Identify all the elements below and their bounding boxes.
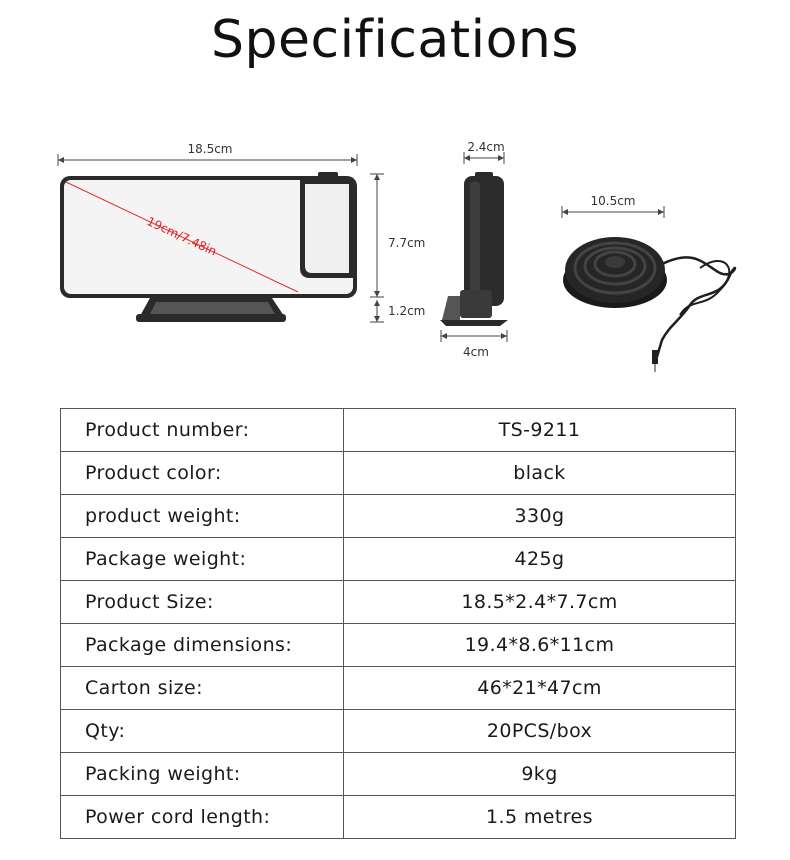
table-row [61, 581, 736, 624]
spec-value: 330g [344, 495, 736, 538]
table-row [61, 538, 736, 581]
spec-value: 20PCS/box [344, 710, 736, 753]
side-base-label: 4cm [463, 345, 489, 359]
spec-label: Product Size: [61, 581, 344, 624]
spec-label: Packing weight: [61, 753, 344, 796]
spec-label: Carton size: [61, 667, 344, 710]
table-row [61, 753, 736, 796]
spec-value: TS-9211 [344, 409, 736, 452]
side-top-label: 2.4cm [467, 140, 505, 154]
front-view [58, 142, 425, 322]
table-row [61, 452, 736, 495]
spec-label: Power cord length: [61, 796, 344, 839]
spec-label: Qty: [61, 710, 344, 753]
table-row [61, 495, 736, 538]
table-row [61, 409, 736, 452]
spec-label: product weight: [61, 495, 344, 538]
spec-label: Package dimensions: [61, 624, 344, 667]
spec-value: 425g [344, 538, 736, 581]
page-title: Specifications [211, 10, 579, 70]
table-row [61, 796, 736, 839]
spec-value: 46*21*47cm [344, 667, 736, 710]
spec-label: Product color: [61, 452, 344, 495]
spec-label: Product number: [61, 409, 344, 452]
spec-label: Package weight: [61, 538, 344, 581]
stand-height-label: 1.2cm [388, 304, 426, 318]
side-view [440, 140, 508, 359]
spec-value: black [344, 452, 736, 495]
spec-value: 1.5 metres [344, 796, 736, 839]
front-width-label: 18.5cm [187, 142, 233, 156]
product-dimension-illustration [0, 120, 790, 390]
table-row [61, 710, 736, 753]
button-width-label: 10.5cm [590, 194, 636, 208]
spec-value: 9kg [344, 753, 736, 796]
table-row [61, 667, 736, 710]
table-row [61, 624, 736, 667]
diagonal-label: 19cm/7.48in [144, 214, 219, 259]
spec-value: 18.5*2.4*7.7cm [344, 581, 736, 624]
button-view [562, 194, 735, 372]
spec-value: 19.4*8.6*11cm [344, 624, 736, 667]
front-height-label: 7.7cm [388, 236, 426, 250]
spec-table [60, 408, 736, 839]
